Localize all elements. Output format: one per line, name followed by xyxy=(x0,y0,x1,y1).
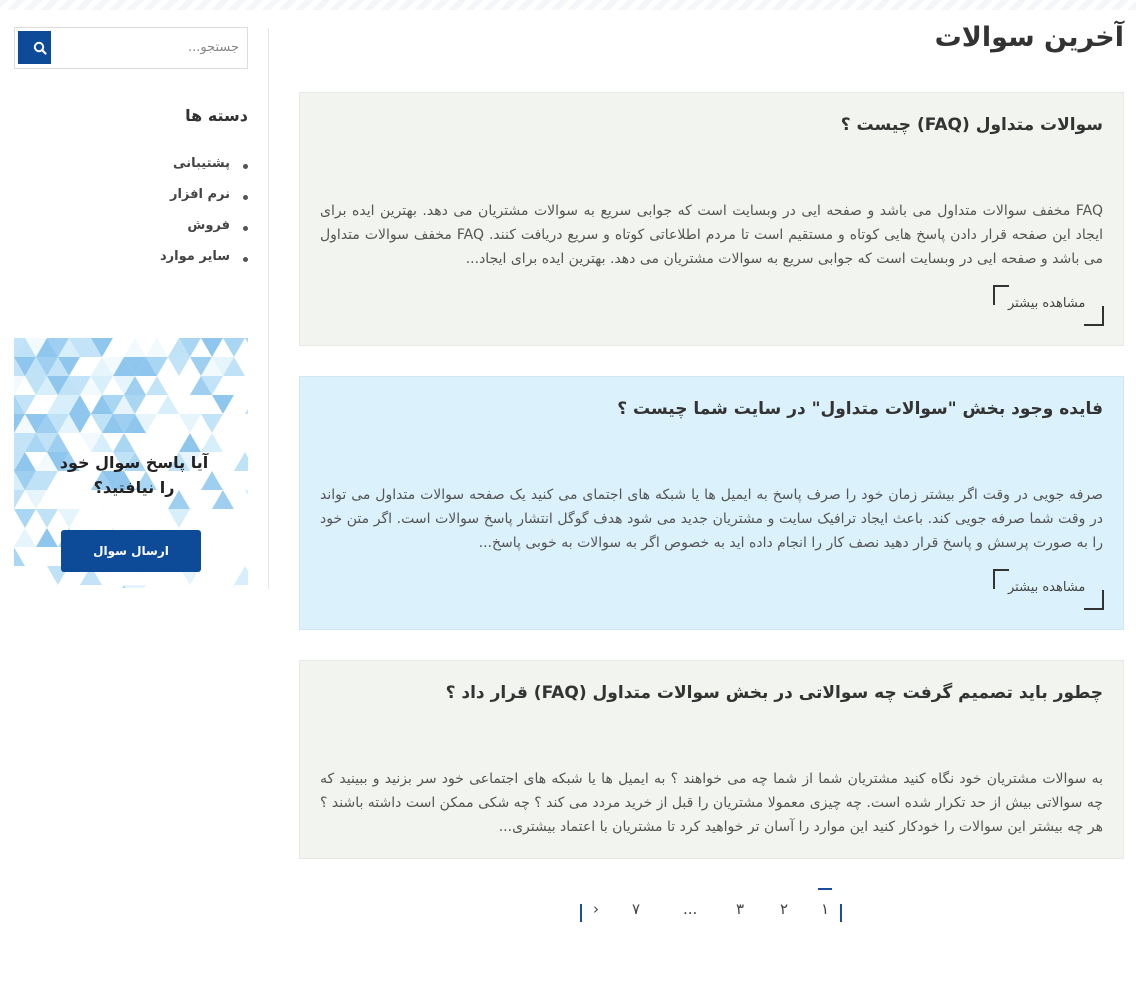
read-more-label: مشاهده بیشتر xyxy=(1008,296,1086,311)
category-link-support[interactable]: پشتیبانی xyxy=(173,156,230,171)
page-link-1-current[interactable]: ۱ xyxy=(821,900,830,918)
category-item xyxy=(160,187,248,218)
question-card xyxy=(299,376,1124,630)
page-title: آخرین سوالات xyxy=(934,22,1124,53)
category-list xyxy=(160,156,248,280)
question-card xyxy=(299,660,1124,859)
cta-text: آیا پاسخ سوال خود را نیافتید؟ xyxy=(59,453,209,497)
page-link-2[interactable]: ۲ xyxy=(780,900,789,918)
search-icon xyxy=(24,32,57,65)
next-page-link[interactable] xyxy=(593,900,599,918)
search-form xyxy=(14,27,248,69)
active-page-indicator xyxy=(818,888,832,890)
page-link-3[interactable]: ۳ xyxy=(736,900,745,918)
question-excerpt: FAQ مخفف سوالات متداول می باشد و صفحه ایی در وبسایت است که جوابی سریع به سوالات مشتریان می دهد. بهترین ایده برای ایجاد این صفحه قرار دادن پاسخ هایی کوتاه و مستقیم است تا مردم اطلاعاتی کوتاه و سریع دریافت کنند. FAQ مخفف سوالات متداول می باشد و صفحه ایی در وبسایت است که جوابی سریع به سوالات مشتریان می دهد. بهترین ایده برای ایجاد... xyxy=(320,203,1103,267)
page-link-7[interactable]: ۷ xyxy=(632,900,641,918)
category-link-sales[interactable]: فروش xyxy=(187,218,230,233)
bracket-corner-decoration xyxy=(993,285,1009,305)
sidebar-divider xyxy=(268,28,269,589)
category-item xyxy=(160,156,248,187)
question-excerpt: به سوالات مشتریان خود نگاه کنید مشتریان شما از شما چه می خواهند ؟ به ایمیل ها یا شبکه های اجتماعی خود سر بزنید و ببینید که چه سوالاتی بیش از حد تکرار شده است. چه چیزی معمولا مشتریان را قبل از خرید مردد می کند ؟ چه شکی ممکن است داشته باشند ؟ هر چه بیشتر این سوالات را خودکار کنید این موارد را آسان تر خواهید کرد تا مشتریان با اعتماد بیشتری... xyxy=(320,771,1103,835)
category-item xyxy=(160,218,248,249)
ask-question-banner xyxy=(14,338,248,588)
search-input[interactable] xyxy=(55,31,243,64)
question-title[interactable]: چطور باید تصمیم گرفت چه سوالاتی در بخش سوالات متداول (FAQ) قرار داد ؟ xyxy=(445,683,1103,703)
question-excerpt: صرفه جویی در وقت اگر بیشتر زمان خود را صرف پاسخ به ایمیل ها یا شبکه های اجتمای می کنید یک صفحه سوالات متداول می تواند در وقت شما صرفه جویی کند. باعث ایجاد ترافیک سایت و مشتریان جدید می شود هدف گوگل انتشار پاسخ سوالات است. اگر متن خود را به صورت پرسش و پاسخ قرار دهید نصف کار را انجام داده اید به خصوص اگر به سوالات به خوبی پاسخ... xyxy=(320,487,1103,551)
category-link-software[interactable]: نرم افزار xyxy=(169,187,230,202)
read-more-label: مشاهده بیشتر xyxy=(1008,580,1086,595)
pagination-edge-bar xyxy=(840,904,842,922)
category-item xyxy=(160,249,248,280)
page-ellipsis: ... xyxy=(683,900,698,918)
chevron-right-icon: › xyxy=(593,900,599,918)
submit-question-button[interactable]: ارسال سوال xyxy=(61,530,201,572)
read-more-link[interactable] xyxy=(993,285,1104,326)
bracket-corner-decoration xyxy=(1084,590,1104,610)
bracket-corner-decoration xyxy=(993,569,1009,589)
read-more-link[interactable] xyxy=(993,569,1104,610)
question-title[interactable]: سوالات متداول (FAQ) چیست ؟ xyxy=(840,115,1103,135)
pagination-edge-bar xyxy=(580,904,582,922)
bracket-corner-decoration xyxy=(1084,306,1104,326)
search-button[interactable] xyxy=(18,31,51,64)
categories-title: دسته ها xyxy=(185,106,248,125)
question-card xyxy=(299,92,1124,346)
pagination xyxy=(578,886,846,926)
header-pattern-band xyxy=(0,0,1136,10)
question-title[interactable]: فایده وجود بخش "سوالات متداول" در سایت شما چیست ؟ xyxy=(617,399,1103,419)
category-link-other[interactable]: سایر موارد xyxy=(160,249,230,264)
